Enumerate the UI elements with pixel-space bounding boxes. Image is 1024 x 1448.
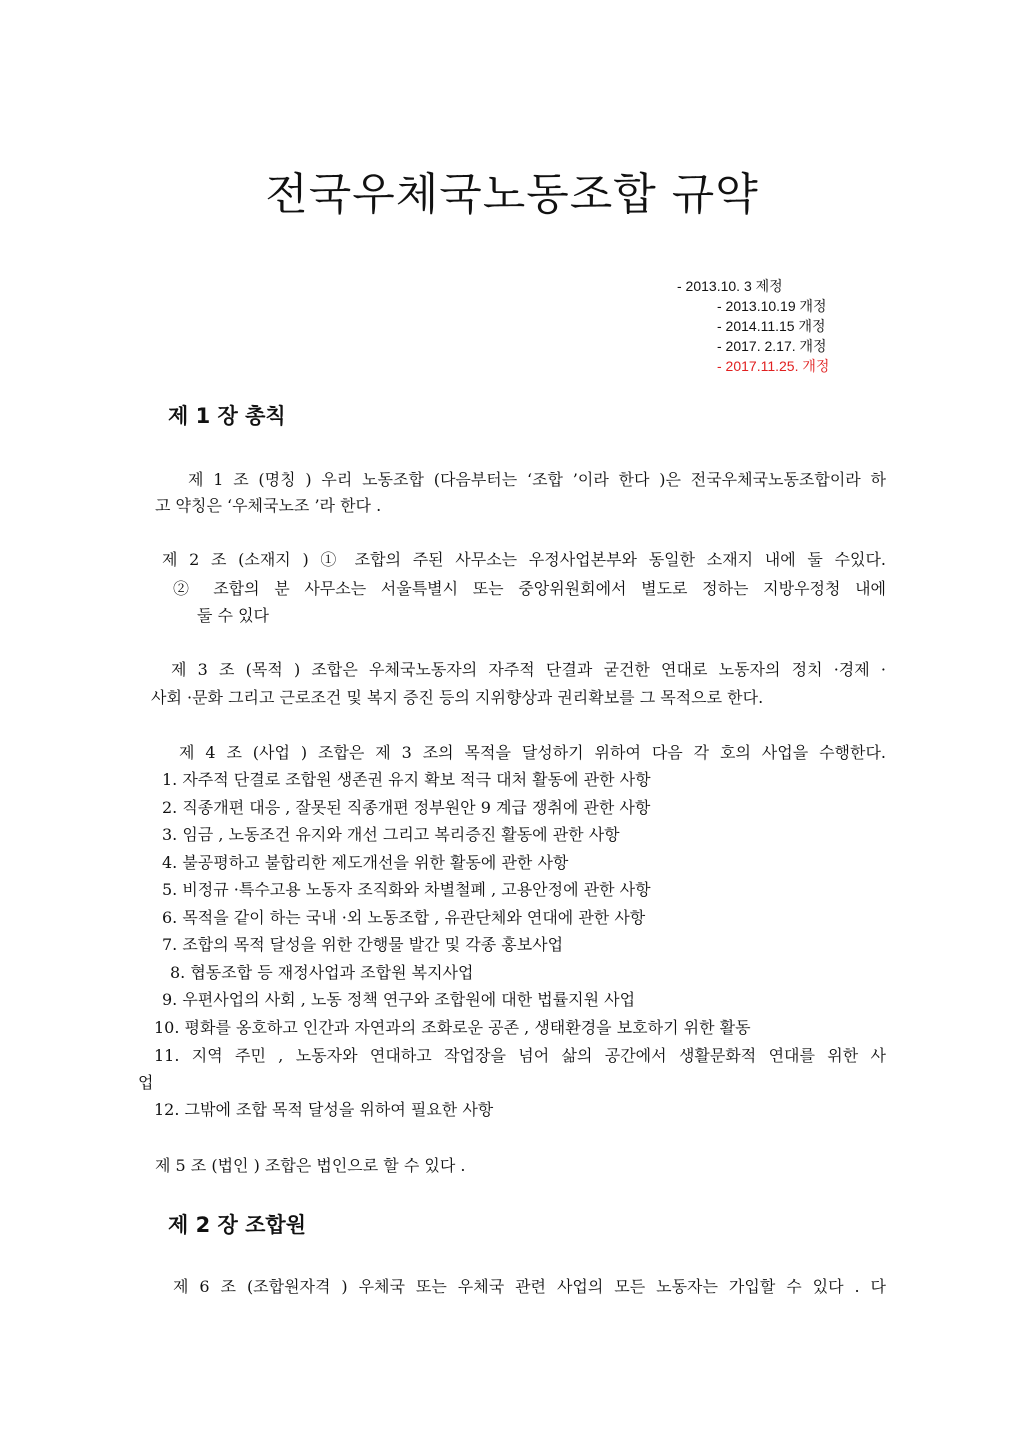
article-1-line: 제 1 조 (명칭 ) 우리 노동조합 (다음부터는 ‘조합 ’이라 한다 )은 전국우체국노동조합이라 하 <box>188 470 886 489</box>
article-4-item-continued: 업 <box>138 1073 154 1092</box>
revision-history <box>677 276 829 376</box>
revision-entry: - 2017. 2.17. 개정 <box>717 338 827 354</box>
article-4-item: 12. 그밖에 조합 목적 달성을 위하여 필요한 사항 <box>154 1100 494 1119</box>
article-4-item: 2. 직종개편 대응 , 잘못된 직종개편 정부원안 9 계급 쟁취에 관한 사항 <box>162 798 651 817</box>
article-2-line: 제 2 조 (소재지 ) ① 조합의 주된 사무소는 우정사업본부와 동일한 소재지 내에 둘 수있다. <box>162 550 886 569</box>
revision-entry-latest: - 2017.11.25. 개정 <box>717 358 830 374</box>
revision-entry: - 2013.10.19 개정 <box>717 298 827 314</box>
article-4-item: 4. 불공평하고 불합리한 제도개선을 위한 활동에 관한 사항 <box>162 853 569 872</box>
revision-entry: - 2013.10. 3 제정 <box>677 278 783 294</box>
article-2-line: ② 조합의 분 사무소는 서울특별시 또는 중앙위원회에서 별도로 정하는 지방우정청 내에 <box>173 579 886 598</box>
article-4-item: 9. 우편사업의 사회 , 노동 정책 연구와 조합원에 대한 법률지원 사업 <box>162 990 636 1009</box>
article-4-item: 1. 자주적 단결로 조합원 생존권 유지 확보 적극 대처 활동에 관한 사항 <box>162 770 651 789</box>
chapter-heading: 제 2 장 조합원 <box>168 1213 306 1237</box>
document-title: 전국우체국노동조합 규약 <box>265 169 759 220</box>
article-4-intro: 제 4 조 (사업 ) 조합은 제 3 조의 목적을 달성하기 위하여 다음 각 호의 사업을 수행한다. <box>179 743 886 762</box>
article-3-line: 제 3 조 (목적 ) 조합은 우체국노동자의 자주적 단결과 굳건한 연대로 노동자의 정치 ·경제 · <box>171 660 886 679</box>
article-5: 제 5 조 (법인 ) 조합은 법인으로 할 수 있다 . <box>155 1156 466 1175</box>
chapter-heading: 제 1 장 총칙 <box>168 404 286 428</box>
article-3-line: 사회 ·문화 그리고 근로조건 및 복지 증진 등의 지위향상과 권리확보를 그 목적으로 한다. <box>151 688 764 707</box>
article-4-item: 3. 임금 , 노동조건 유지와 개선 그리고 복리증진 활동에 관한 사항 <box>162 825 620 844</box>
article-4-item: 10. 평화를 옹호하고 인간과 자연과의 조화로운 공존 , 생태환경을 보호하기 위한 활동 <box>154 1018 751 1037</box>
article-4-item: 6. 목적을 같이 하는 국내 ·외 노동조합 , 유관단체와 연대에 관한 사항 <box>162 908 646 927</box>
article-2-line: 둘 수 있다 <box>197 606 269 625</box>
article-4-item: 7. 조합의 목적 달성을 위한 간행물 발간 및 각종 홍보사업 <box>162 935 564 954</box>
article-4-item: 8. 협동조합 등 재정사업과 조합원 복지사업 <box>170 963 474 982</box>
article-4-item: 11. 지역 주민 , 노동자와 연대하고 작업장을 넘어 삶의 공간에서 생활문화적 연대를 위한 사 <box>154 1046 886 1065</box>
article-6-line: 제 6 조 (조합원자격 ) 우체국 또는 우체국 관련 사업의 모든 노동자는 가입할 수 있다 . 다 <box>173 1277 886 1296</box>
article-1-line: 고 약칭은 ‘우체국노조 ’라 한다 . <box>155 496 382 515</box>
article-4-item: 5. 비정규 ·특수고용 노동자 조직화와 차별철폐 , 고용안정에 관한 사항 <box>162 880 651 899</box>
revision-entry: - 2014.11.15 개정 <box>717 318 826 334</box>
